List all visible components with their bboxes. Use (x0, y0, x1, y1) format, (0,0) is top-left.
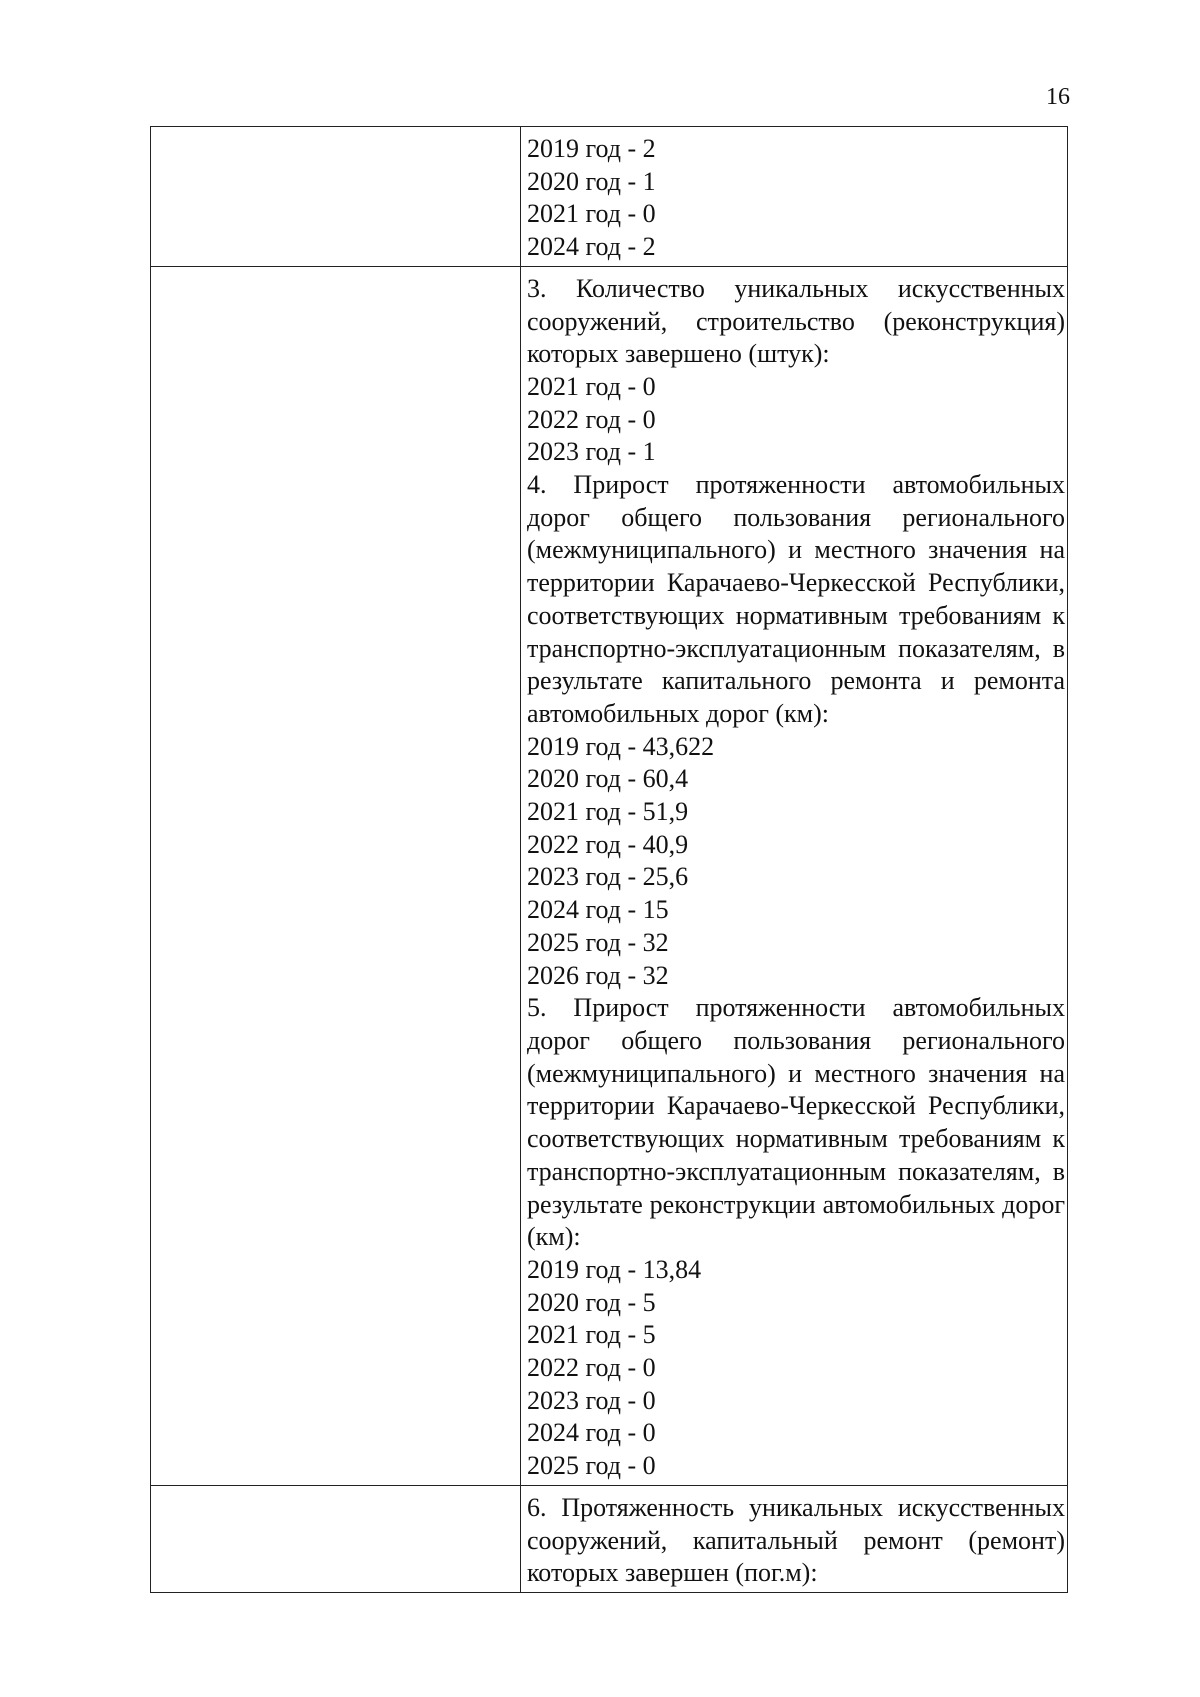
year-value-line: 2019 год - 2 (527, 134, 656, 163)
table-body (151, 127, 1068, 1593)
indicator-heading: 4. Прирост протяженности автомобильных дорог общего пользования регионального (межмуниципального) и местного значения на территории Карачаево-Черкесской Республики, соответствующих нормативным требованиям к транспортно-эксплуатационным показателям, в результате капитального ремонта и ремонта автомобильных дорог (км): (527, 470, 1065, 728)
year-value-line: 2020 год - 60,4 (527, 764, 689, 794)
year-value-line: 2026 год - 32 (527, 960, 669, 990)
year-value-line: 2020 год - 5 (527, 1287, 656, 1317)
empty-left-cell (151, 127, 521, 267)
table-row (151, 266, 1068, 1485)
year-value-line: 2024 год - 2 (527, 232, 656, 262)
year-value-line: 2021 год - 5 (527, 1320, 656, 1350)
year-value-line: 2021 год - 0 (527, 199, 656, 229)
year-value-line: 2023 год - 25,6 (527, 862, 689, 892)
year-value-line: 2024 год - 15 (527, 895, 669, 925)
indicator-cell (521, 266, 1068, 1485)
table-row (151, 1485, 1068, 1592)
indicator-heading: 6. Протяженность уникальных искусственных сооружений, капитальный ремонт (ремонт) которых завершен (пог.м): (527, 1492, 1065, 1588)
year-value-line: 2024 год - 0 (527, 1418, 656, 1448)
page-number: 16 (1046, 84, 1070, 110)
year-value-line: 2025 год - 32 (527, 927, 669, 957)
indicator-heading: 3. Количество уникальных искусственных сооружений, строительство (реконструкция) которых завершено (штук): (527, 273, 1065, 369)
year-value-line: 2022 год - 0 (527, 404, 656, 434)
indicators-table (150, 126, 1068, 1593)
year-value-line: 2023 год - 1 (527, 437, 656, 467)
year-value-line: 2019 год - 13,84 (527, 1254, 702, 1284)
table-row (151, 127, 1068, 267)
year-value-line: 2019 год - 43,622 (527, 731, 715, 761)
year-value-line: 2022 год - 0 (527, 1353, 656, 1383)
empty-left-cell (151, 1485, 521, 1592)
indicator-cell (521, 127, 1068, 267)
year-value-line: 2022 год - 40,9 (527, 829, 689, 859)
year-value-line: 2021 год - 0 (527, 371, 656, 401)
indicator-cell (521, 1485, 1068, 1592)
indicator-heading: 5. Прирост протяженности автомобильных дорог общего пользования регионального (межмуниципального) и местного значения на территории Карачаево-Черкесской Республики, соответствующих нормативным требованиям к транспортно-эксплуатационным показателям, в результате реконструкции автомобильных дорог (км): (527, 993, 1065, 1252)
year-value-line: 2021 год - 51,9 (527, 797, 689, 827)
year-value-line: 2023 год - 0 (527, 1385, 656, 1415)
year-value-line: 2025 год - 0 (527, 1451, 656, 1481)
year-value-line: 2020 год - 1 (527, 166, 656, 196)
empty-left-cell (151, 266, 521, 1485)
